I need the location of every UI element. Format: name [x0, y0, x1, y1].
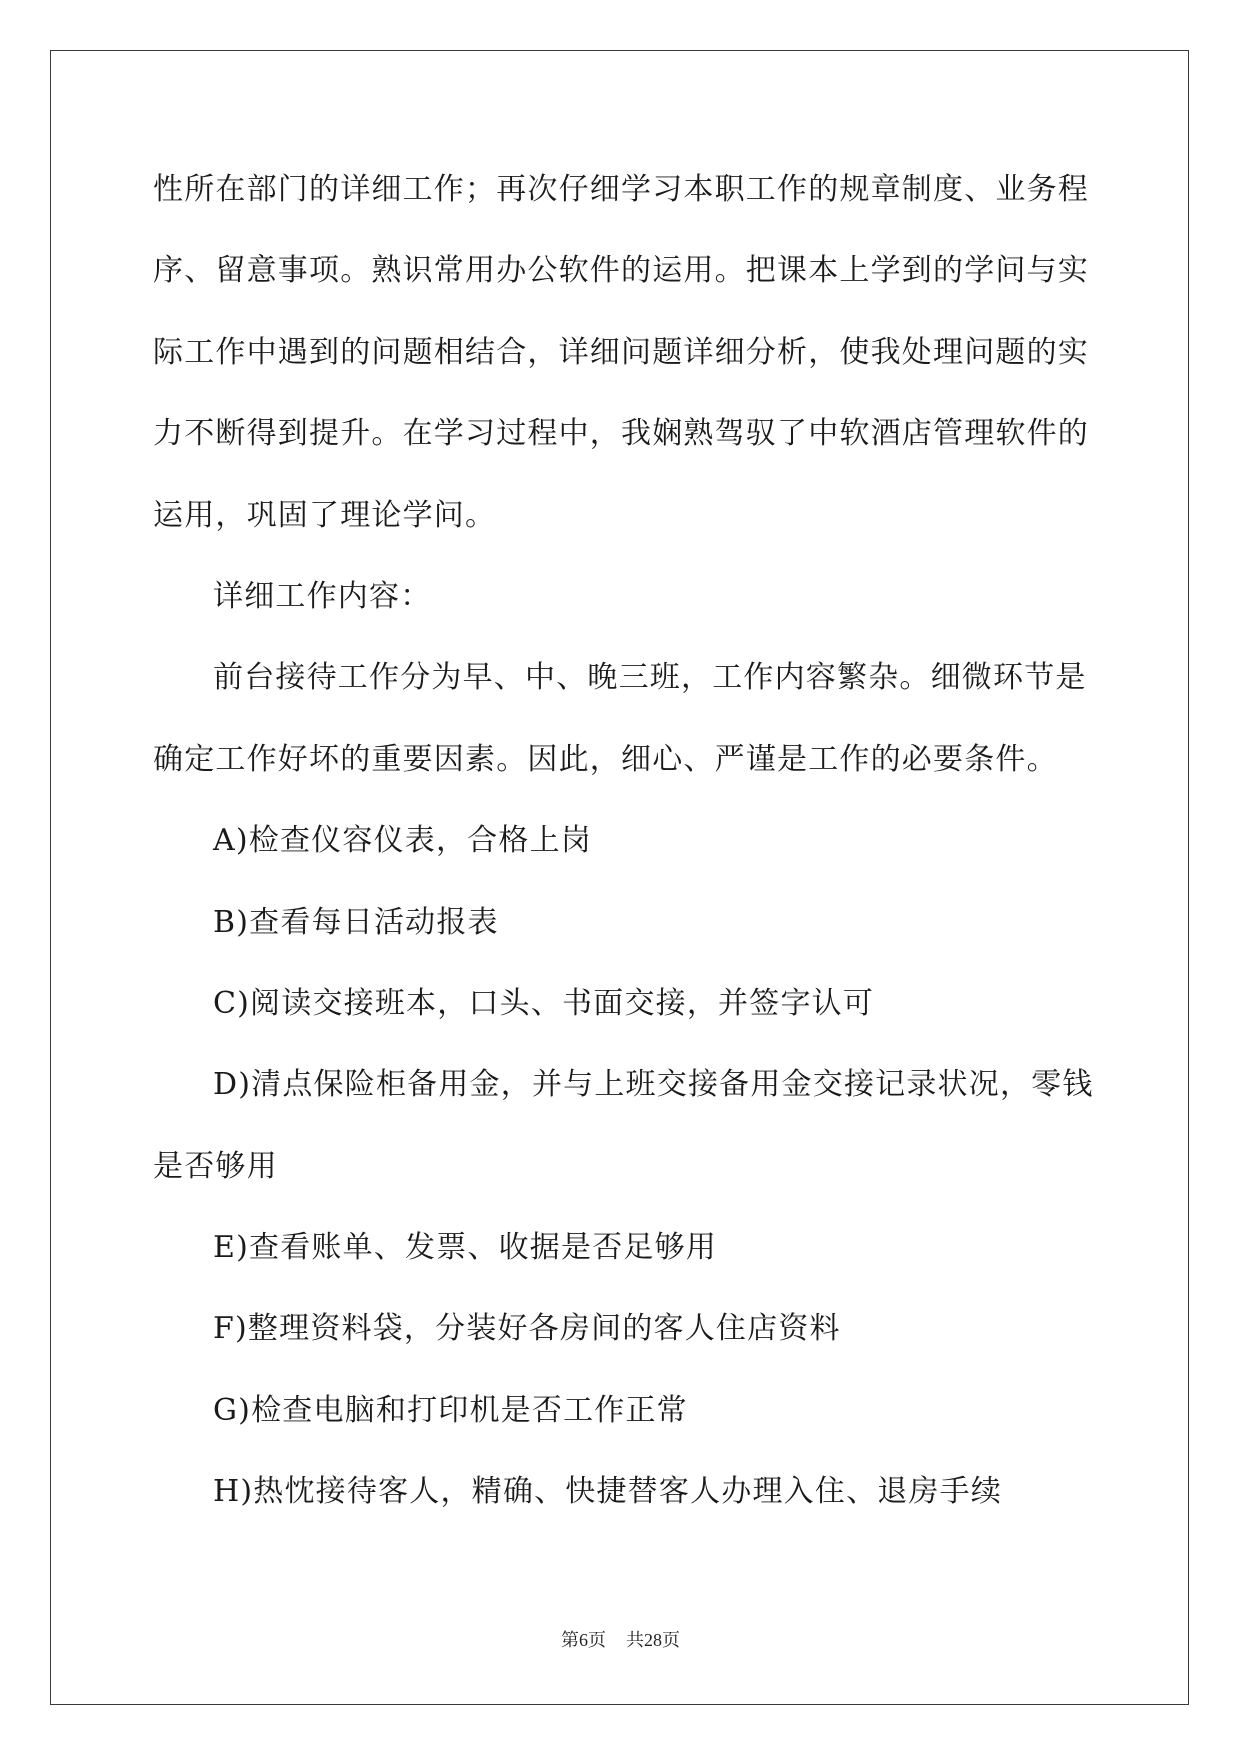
list-item: [153, 1451, 1113, 1532]
text-line: C)阅读交接班本，口头、书面交接，并签字认可: [213, 985, 875, 1021]
document-body: [153, 149, 1113, 1533]
text-line: H)热忱接待客人，精确、快捷替客人办理入住、退房手续: [213, 1474, 1003, 1510]
list-item: [153, 1044, 1113, 1207]
text-line: 详细工作内容：: [213, 578, 432, 614]
text-line: 运用，巩固了理论学问。: [153, 497, 497, 533]
text-line: 际工作中遇到的问题相结合，详细问题详细分析，使我处理问题的实: [153, 334, 1089, 370]
page-footer: [0, 1627, 1241, 1653]
paragraph-continued: [153, 149, 1113, 556]
list-item: [153, 1207, 1113, 1288]
total-page-count: 共28页: [626, 1630, 680, 1650]
text-line: 确定工作好坏的重要因素。因此，细心、严谨是工作的必要条件。: [153, 741, 1058, 777]
text-line: A)检查仪容仪表，合格上岗: [213, 823, 592, 859]
text-line: 力不断得到提升。在学习过程中，我娴熟驾驭了中软酒店管理软件的: [153, 416, 1089, 452]
text-line: G)检查电脑和打印机是否工作正常: [213, 1392, 688, 1428]
text-line: E)查看账单、发票、收据是否足够用: [213, 1230, 718, 1266]
paragraph: [153, 637, 1113, 800]
text-line: 序、留意事项。熟识常用办公软件的运用。把课本上学到的学问与实: [153, 253, 1089, 289]
list-item: [153, 1288, 1113, 1369]
list-item: [153, 800, 1113, 881]
text-line: 性所在部门的详细工作；再次仔细学习本职工作的规章制度、业务程: [153, 172, 1089, 207]
text-line: B)查看每日活动报表: [213, 904, 499, 940]
text-line: 前台接待工作分为早、中、晚三班，工作内容繁杂。细微环节是: [213, 660, 1087, 696]
list-item: [153, 963, 1113, 1044]
section-heading: [153, 556, 1113, 637]
list-item: [153, 1370, 1113, 1451]
text-line: F)整理资料袋，分装好各房间的客人住店资料: [213, 1311, 841, 1347]
current-page-number: 第6页: [561, 1630, 606, 1650]
text-line: 是否够用: [153, 1148, 278, 1184]
text-line: D)清点保险柜备用金，并与上班交接备用金交接记录状况，零钱: [213, 1067, 1094, 1103]
list-item: [153, 882, 1113, 963]
